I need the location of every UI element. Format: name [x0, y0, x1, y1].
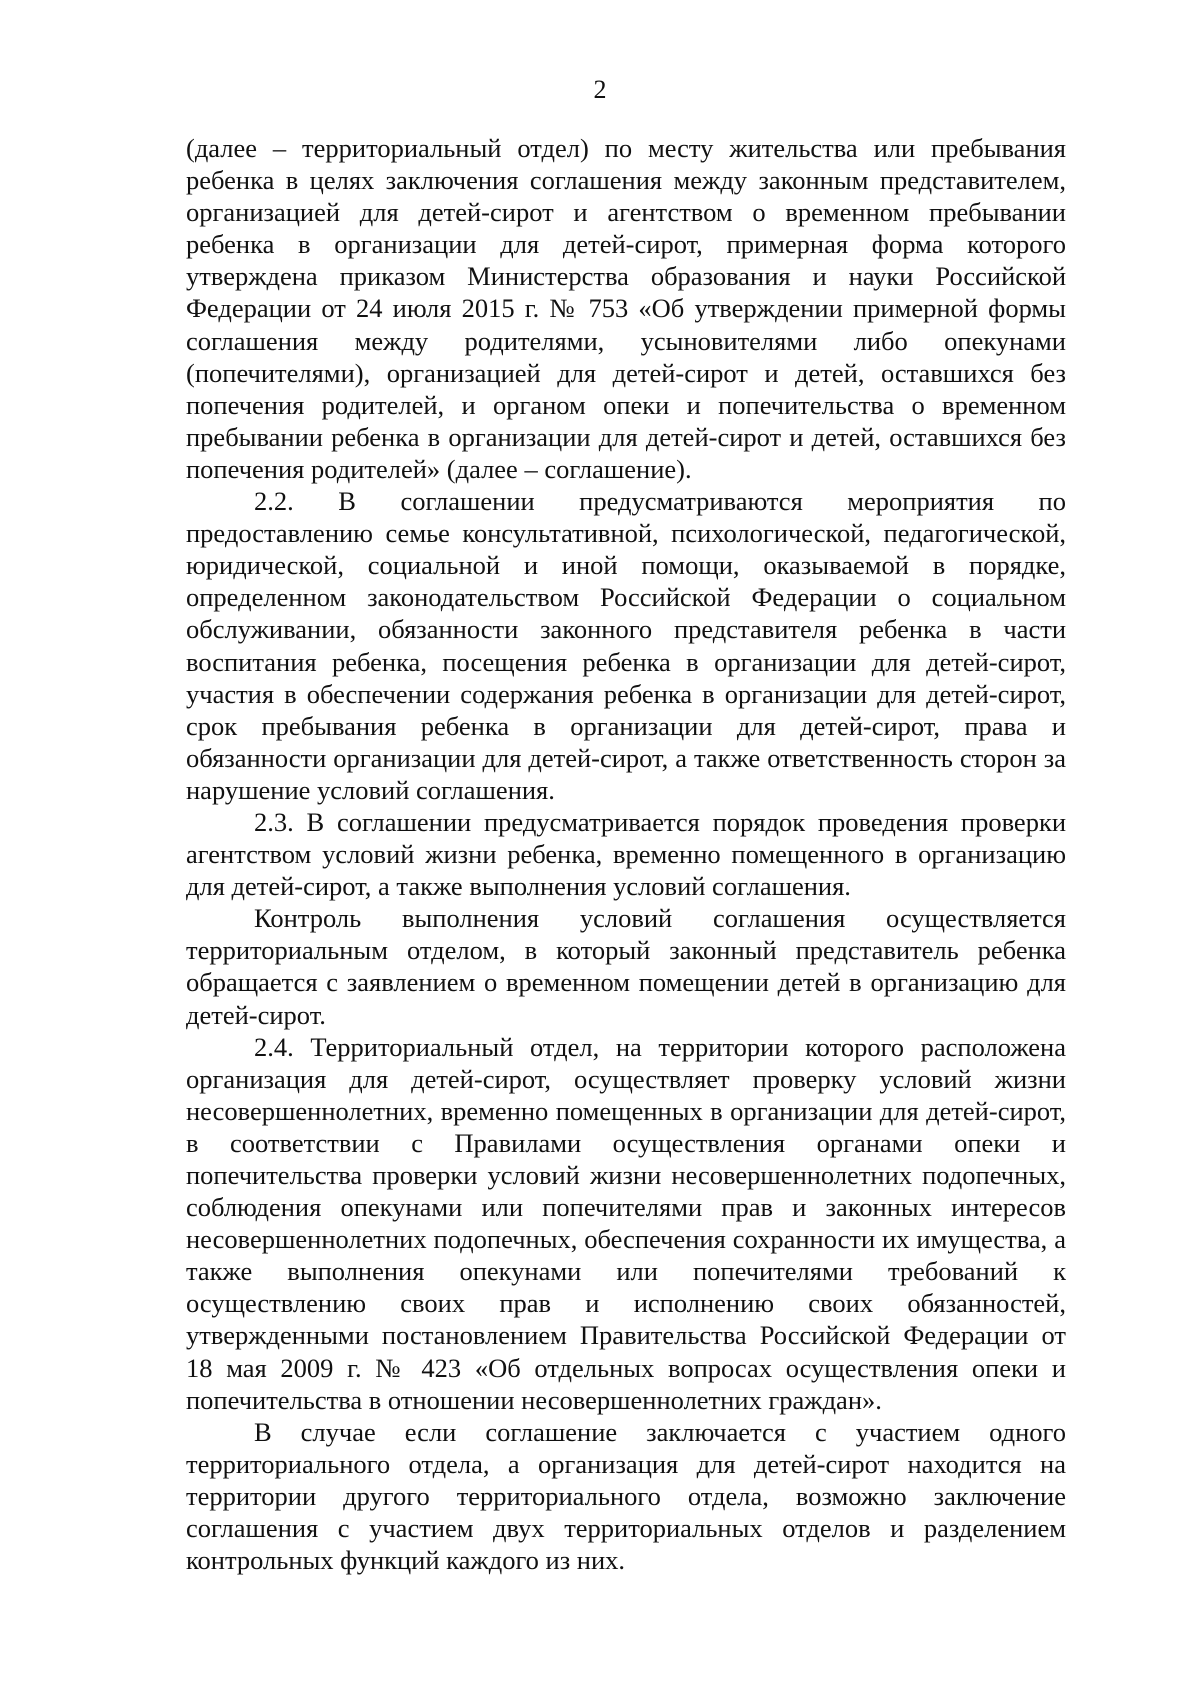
- paragraph-2-3: 2.3. В соглашении предусматривается порядок проведения проверки агентством условий жизни ребенка, временно помещенного в организацию для детей-сирот, а также выполнения условий соглашения.: [186, 806, 1066, 902]
- paragraph-2-2: 2.2. В соглашении предусматриваются мероприятия по предоставлению семье консультативной, психологической, педагогической, юридической, социальной и иной помощи, оказываемой в порядке, определенном законодательством Российской Федерации о социальном обслуживании, обязанности законного представителя ребенка в части воспитания ребенка, посещения ребенка в организации для детей-сирот, участия в обеспечении содержания ребенка в организации для детей-сирот, срок пребывания ребенка в организации для детей-сирот, права и обязанности организации для детей-сирот, а также ответственность сторон за нарушение условий соглашения.: [186, 486, 1066, 805]
- paragraph-two-departments: В случае если соглашение заключается с участием одного территориального отдела, а организация для детей-сирот находится на территории другого территориального отдела, возможно заключение соглашения с участием двух территориальных отделов и разделением контрольных функций каждого из них.: [186, 1416, 1066, 1576]
- paragraph-control: Контроль выполнения условий соглашения осуществляется территориальным отделом, в который законный представитель ребенка обращается с заявлением о временном помещении детей в организацию для детей-сирот.: [186, 903, 1066, 1030]
- paragraph-2-4: 2.4. Территориальный отдел, на территории которого расположена организация для детей-сирот, осуществляет проверку условий жизни несовершеннолетних, временно помещенных в организации для детей-сирот, в соответствии с Правилами осуществления органами опеки и попечительства проверки условий жизни несовершеннолетних подопечных, соблюдения опекунами или попечителями прав и законных интересов несовершеннолетних подопечных, обеспечения сохранности их имущества, а также выполнения опекунами или попечителями требований к осуществлению своих прав и исполнению своих обязанностей, утвержденными постановлением Правительства Российской Федерации от 18 мая 2009 г. № 423 «Об отдельных вопросах осуществления опеки и попечительства в отношении несовершеннолетних граждан».: [186, 1031, 1066, 1415]
- page-number: 2: [593, 75, 607, 104]
- document-body: [186, 132, 1066, 1576]
- paragraph-continuation: (далее – территориальный отдел) по месту жительства или пребывания ребенка в целях заключения соглашения между законным представителем, организацией для детей-сирот и агентством о временном пребывании ребенка в организации для детей-сирот, примерная форма которого утверждена приказом Министерства образования и науки Российской Федерации от 24 июля 2015 г. № 753 «Об утверждении примерной формы соглашения между родителями, усыновителями либо опекунами (попечителями), организацией для детей-сирот и детей, оставшихся без попечения родителей, и органом опеки и попечительства о временном пребывании ребенка в организации для детей-сирот и детей, оставшихся без попечения родителей» (далее – соглашение).: [186, 133, 1066, 484]
